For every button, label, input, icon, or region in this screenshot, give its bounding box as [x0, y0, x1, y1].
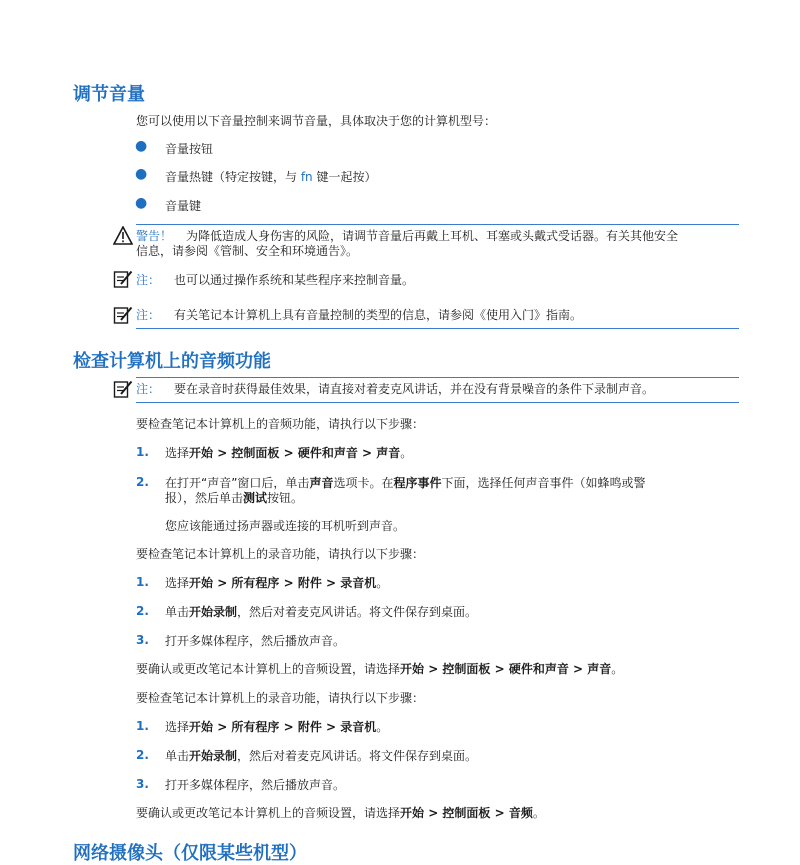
step-number: 3.	[136, 633, 149, 647]
list-item: 音量键	[165, 199, 202, 213]
warning-label: 警告！	[136, 229, 173, 243]
record-check-intro: 要检查笔记本计算机上的录音功能，请执行以下步骤：	[136, 691, 425, 705]
warning-icon	[113, 226, 133, 246]
step-number: 1.	[136, 719, 149, 733]
note-rule	[136, 402, 739, 403]
note-icon	[113, 269, 133, 289]
step-text: 单击开始录制，然后对着麦克风讲话。将文件保存到桌面。	[165, 749, 478, 763]
step-number: 1.	[136, 575, 149, 589]
step-text: 选择开始 > 控制面板 > 硬件和声音 > 声音。	[165, 446, 413, 460]
confirm-text: 要确认或更改笔记本计算机上的音频设置，请选择开始 > 控制面板 > 硬件和声音 > 声音。	[136, 662, 624, 676]
bullet-icon: ●	[135, 138, 148, 154]
record-check-intro: 要检查笔记本计算机上的录音功能，请执行以下步骤：	[136, 547, 425, 561]
fn-key-label: fn	[300, 170, 313, 184]
warning-rule	[136, 224, 739, 225]
step-number: 1.	[136, 445, 149, 459]
note-rule	[136, 377, 739, 378]
list-item: 音量热键（特定按键，与 fn 键一起按）	[165, 170, 377, 184]
audio-check-intro: 要检查笔记本计算机上的音频功能，请执行以下步骤：	[136, 417, 425, 431]
volume-intro: 您可以使用以下音量控制来调节音量，具体取决于您的计算机型号：	[136, 114, 497, 128]
step-text: 选择开始 > 所有程序 > 附件 > 录音机。	[165, 720, 389, 734]
confirm-text: 要确认或更改笔记本计算机上的音频设置，请选择开始 > 控制面板 > 音频。	[136, 806, 545, 820]
step-number: 3.	[136, 777, 149, 791]
step-number: 2.	[136, 475, 149, 489]
result-text: 您应该能通过扬声器或连接的耳机听到声音。	[165, 519, 406, 533]
step-text: 打开多媒体程序，然后播放声音。	[165, 634, 346, 648]
bullet-icon: ●	[135, 166, 148, 182]
step-number: 2.	[136, 748, 149, 762]
note-rule	[136, 328, 739, 329]
warning-text: 警告！ 为降低造成人身伤害的风险，请调节音量后再戴上耳机、耳塞或头戴式受话器。有关其他安全	[136, 229, 679, 243]
note-text: 注： 有关笔记本计算机上具有音量控制的类型的信息，请参阅《使用入门》指南。	[136, 308, 583, 322]
note-text: 注： 要在录音时获得最佳效果，请直接对着麦克风讲话，并在没有背景噪音的条件下录制声音。	[136, 382, 655, 396]
note-text: 注： 也可以通过操作系统和某些程序来控制音量。	[136, 273, 415, 287]
note-label: 注：	[136, 273, 161, 287]
note-icon	[113, 305, 133, 325]
section-title-audio-check: 检查计算机上的音频功能	[73, 351, 271, 372]
step-text-line2: 报），然后单击测试按钮。	[165, 491, 304, 505]
step-text: 在打开“声音”窗口后，单击声音选项卡。在程序事件下面，选择任何声音事件（如蜂鸣或警	[165, 476, 646, 490]
section-title-webcam: 网络摄像头（仅限某些机型）	[73, 843, 307, 864]
warning-text-line2: 信息，请参阅《管制、安全和环境通告》。	[136, 244, 359, 258]
step-number: 2.	[136, 604, 149, 618]
bullet-icon: ●	[135, 195, 148, 211]
section-title-volume: 调节音量	[73, 84, 145, 105]
note-label: 注：	[136, 308, 161, 322]
note-icon	[113, 379, 133, 399]
step-text: 打开多媒体程序，然后播放声音。	[165, 778, 346, 792]
step-text: 单击开始录制，然后对着麦克风讲话。将文件保存到桌面。	[165, 605, 478, 619]
list-item: 音量按钮	[165, 142, 214, 156]
step-text: 选择开始 > 所有程序 > 附件 > 录音机。	[165, 576, 389, 590]
note-label: 注：	[136, 382, 161, 396]
